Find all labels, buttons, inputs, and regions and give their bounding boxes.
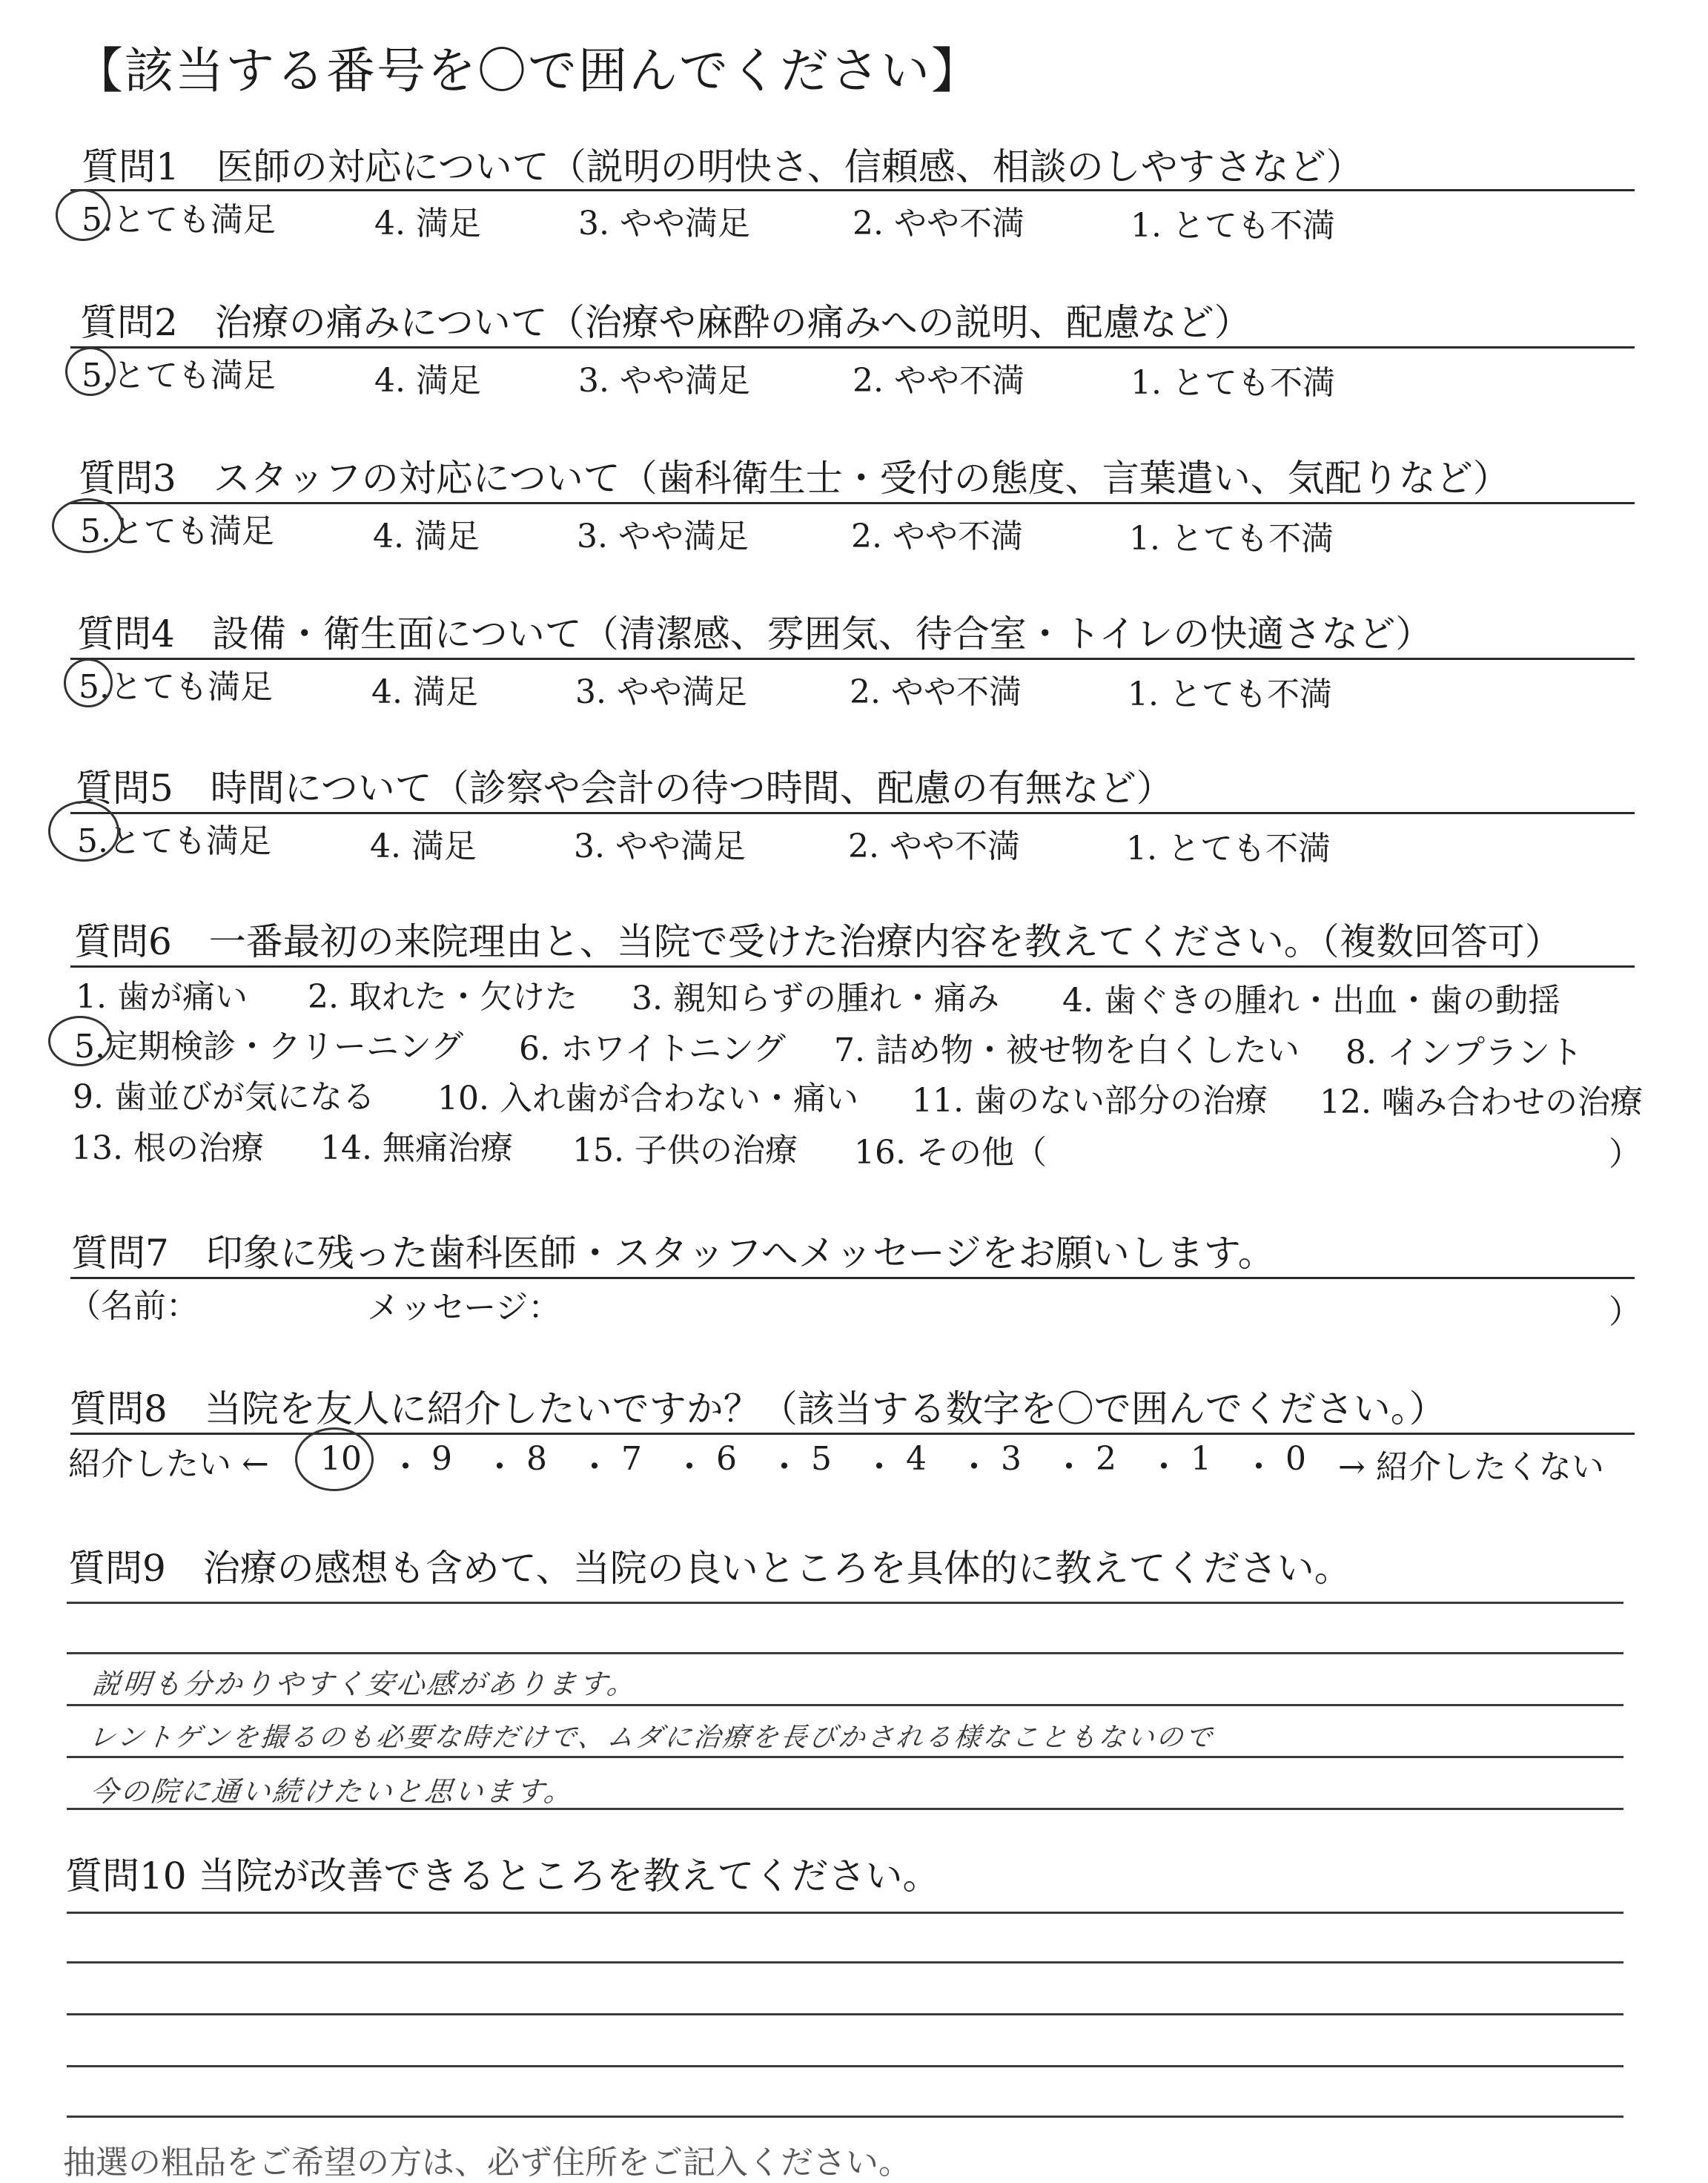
q1-option-5[interactable]: 5.とても満足 [82,201,276,239]
question-9: 質問9 治療の感想も含めて、当院の良いところを具体的に教えてください。 [68,1547,1351,1590]
q3-option-3[interactable]: 3. やや満足 [577,518,749,555]
handwritten-answer-line-3: 今の院に通い続けたいと思います。 [88,1775,576,1808]
divider [70,658,1635,660]
q3-option-4[interactable]: 4. 満足 [373,518,480,555]
answer-line [67,1704,1623,1706]
q5-option-2[interactable]: 2. やや不満 [848,828,1020,865]
scale-dot: ・ [578,1448,611,1486]
selection-circle [56,189,110,241]
scale-dot: ・ [1242,1448,1275,1486]
q6-option-3[interactable]: 3. 親知らずの腫れ・痛み [632,980,999,1017]
answer-line [67,1652,1623,1654]
question-2: 質問2 治療の痛みについて（治療や麻酔の痛みへの説明、配慮など） [80,301,1251,344]
q2-option-3[interactable]: 3. やや満足 [578,362,750,400]
question-3: 質問3 スタッフの対応について（歯科衛生士・受付の態度、言葉遣い、気配りなど） [79,457,1510,500]
q1-option-3[interactable]: 3. やや満足 [578,205,750,242]
q6-option-11[interactable]: 11. 歯のない部分の治療 [912,1082,1268,1120]
divider [70,189,1635,191]
scale-9[interactable]: 9 [431,1440,452,1478]
divider [70,346,1635,349]
handwritten-answer-line-1: 説明も分かりやすく安心感があります。 [90,1668,639,1700]
scale-dot: ・ [768,1448,801,1486]
selection-circle [48,801,119,862]
other-close-paren: ） [1609,1135,1641,1173]
q6-option-14[interactable]: 14. 無痛治療 [320,1129,513,1167]
q6-option-1[interactable]: 1. 歯が痛い [76,978,248,1016]
selection-circle [64,658,113,707]
answer-line [67,1961,1623,1964]
answer-line [67,1912,1623,1914]
answer-line [67,2013,1623,2015]
divider [70,1277,1635,1279]
q3-option-5[interactable]: 5.とても満足 [80,512,274,550]
answer-line [67,1756,1623,1758]
q4-option-2[interactable]: 2. やや不満 [850,673,1022,711]
q4-option-3[interactable]: 3. やや満足 [575,673,747,711]
divider [70,965,1635,968]
question-8: 質問8 当院を友人に紹介したいですか？（該当する数字を〇で囲んでください。） [70,1387,1446,1430]
q5-option-5[interactable]: 5.とても満足 [77,822,271,860]
q5-option-4[interactable]: 4. 満足 [370,828,477,865]
message-field-label[interactable]: メッセージ： [367,1289,561,1327]
handwritten-answer-line-2: レントゲンを撮るのも必要な時だけで、ムダに治療を長びかされる様なこともないので [87,1723,1216,1753]
divider [70,502,1635,504]
q2-option-2[interactable]: 2. やや不満 [853,362,1025,400]
selection-circle [65,347,116,396]
scale-1[interactable]: 1 [1191,1440,1211,1478]
q4-option-5[interactable]: 5.とても満足 [79,668,273,706]
recommend-right-label: → 紹介したくない [1338,1448,1604,1486]
q6-option-13[interactable]: 13. 根の治療 [71,1129,264,1167]
divider [70,812,1635,814]
q2-option-1[interactable]: 1. とても不満 [1131,364,1335,402]
q6-option-2[interactable]: 2. 取れた・欠けた [308,978,577,1016]
q3-option-1[interactable]: 1. とても不満 [1129,520,1334,558]
scale-dot: ・ [863,1448,896,1486]
scale-6[interactable]: 6 [716,1440,737,1478]
scale-dot: ・ [389,1448,422,1486]
q6-option-8[interactable]: 8. インプラント [1345,1034,1583,1071]
scale-5[interactable]: 5 [811,1440,832,1478]
q2-option-4[interactable]: 4. 満足 [374,362,481,400]
q6-option-5[interactable]: 5.定期検診・クリーニング [74,1028,464,1066]
q6-option-10[interactable]: 10. 入れ歯が合わない・痛い [437,1080,858,1117]
q6-option-15[interactable]: 15. 子供の治療 [572,1132,798,1169]
scale-dot: ・ [1148,1448,1180,1486]
footer-note: 抽選の粗品をご希望の方は、必ず住所をご記入ください。 [63,2144,911,2182]
q6-option-7[interactable]: 7. 詰め物・被せ物を白くしたい [834,1031,1300,1069]
scale-0[interactable]: 0 [1285,1440,1306,1478]
q2-option-5[interactable]: 5.とても満足 [82,357,276,394]
question-10: 質問10 当院が改善できるところを教えてください。 [65,1855,940,1898]
q6-option-6[interactable]: 6. ホワイトニング [519,1030,787,1068]
q3-option-2[interactable]: 2. やや不満 [851,518,1023,555]
q6-option-4[interactable]: 4. 歯ぐきの腫れ・出血・歯の動揺 [1062,982,1560,1020]
q5-option-1[interactable]: 1. とても不満 [1126,830,1331,868]
answer-line [67,1602,1623,1604]
scale-4[interactable]: 4 [906,1440,927,1478]
scale-dot: ・ [958,1448,990,1486]
q5-option-3[interactable]: 3. やや満足 [574,828,746,865]
q4-option-1[interactable]: 1. とても不満 [1128,676,1332,713]
question-1: 質問1 医師の対応について（説明の明快さ、信頼感、相談のしやすさなど） [82,145,1363,188]
scale-3[interactable]: 3 [1001,1440,1022,1478]
question-6: 質問6 一番最初の来院理由と、当院で受けた治療内容を教えてください。（複数回答可） [74,920,1562,963]
scale-dot: ・ [1053,1448,1085,1486]
scale-dot: ・ [673,1448,706,1486]
selection-circle [48,1016,112,1066]
q6-option-16[interactable]: 16. その他（ [854,1134,1047,1172]
answer-line [67,2065,1623,2067]
scale-7[interactable]: 7 [621,1440,642,1478]
scale-10[interactable]: 10 [320,1440,362,1478]
divider [70,1433,1635,1435]
q4-option-4[interactable]: 4. 満足 [371,673,478,711]
question-4: 質問4 設備・衛生面について（清潔感、雰囲気、待合室・トイレの快適さなど） [77,612,1433,655]
question-5: 質問5 時間について（診察や会計の待つ時間、配慮の有無など） [76,767,1174,810]
question-7: 質問7 印象に残った歯科医師・スタッフへメッセージをお願いします。 [71,1232,1275,1275]
q6-option-9[interactable]: 9. 歯並びが気になる [73,1078,375,1116]
selection-circle [52,498,123,553]
form-title: 【該当する番号を〇で囲んでください】 [74,42,982,99]
recommend-left-label: 紹介したい ← [68,1445,269,1483]
scale-2[interactable]: 2 [1096,1440,1116,1478]
q1-option-1[interactable]: 1. とても不満 [1131,207,1335,245]
name-field-label[interactable]: （名前： [68,1287,199,1325]
scale-dot: ・ [483,1448,516,1486]
selection-circle [295,1427,374,1491]
answer-line [67,2116,1623,2118]
message-close-paren: ） [1609,1293,1641,1331]
scale-8[interactable]: 8 [526,1440,547,1478]
q6-option-12[interactable]: 12. 噛み合わせの治療 [1320,1083,1643,1121]
q1-option-4[interactable]: 4. 満足 [374,205,481,242]
q1-option-2[interactable]: 2. やや不満 [853,205,1025,242]
